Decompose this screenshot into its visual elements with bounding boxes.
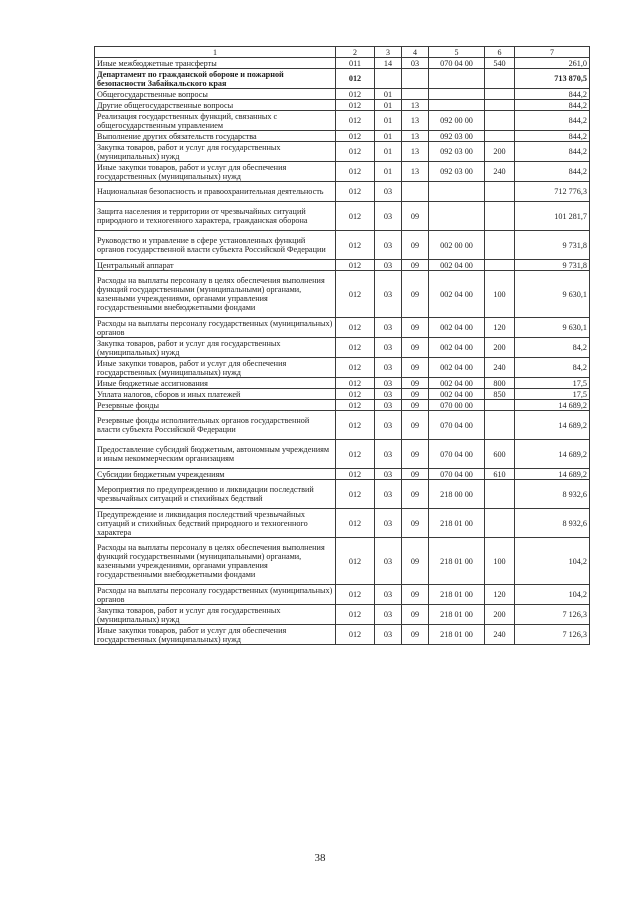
row-name: Общегосударственные вопросы (95, 89, 336, 100)
expense-type-code (485, 480, 515, 509)
amount: 14 689,2 (515, 469, 590, 480)
expense-type-code (485, 231, 515, 260)
table-row (95, 89, 590, 100)
row-name: Иные закупки товаров, работ и услуг для обеспечения государственных (муниципальных) нужд (95, 358, 336, 378)
amount: 844,2 (515, 162, 590, 182)
row-name: Резервные фонды (95, 400, 336, 411)
section-code: 03 (375, 202, 402, 231)
column-number: 5 (429, 47, 485, 58)
subsection-code: 09 (402, 358, 429, 378)
row-name: Предупреждение и ликвидация последствий чрезвычайных ситуаций и стихийных бедствий природного и техногенного характера (95, 509, 336, 538)
amount: 104,2 (515, 538, 590, 585)
section-code: 03 (375, 411, 402, 440)
target-article-code: 070 00 00 (429, 400, 485, 411)
row-name: Защита населения и территории от чрезвычайных ситуаций природного и техногенного характера, гражданская оборона (95, 202, 336, 231)
ministry-code: 012 (336, 111, 375, 131)
ministry-code: 012 (336, 69, 375, 89)
expense-type-code: 850 (485, 389, 515, 400)
ministry-code: 012 (336, 100, 375, 111)
ministry-code: 012 (336, 231, 375, 260)
section-code: 03 (375, 585, 402, 605)
ministry-code: 012 (336, 480, 375, 509)
ministry-code: 012 (336, 260, 375, 271)
row-name: Расходы на выплаты персоналу государственных (муниципальных) органов (95, 585, 336, 605)
expense-type-code (485, 111, 515, 131)
column-number: 3 (375, 47, 402, 58)
expense-type-code: 200 (485, 338, 515, 358)
ministry-code: 012 (336, 538, 375, 585)
row-name: Закупка товаров, работ и услуг для государственных (муниципальных) нужд (95, 605, 336, 625)
amount: 8 932,6 (515, 480, 590, 509)
row-name: Расходы на выплаты персоналу государственных (муниципальных) органов (95, 318, 336, 338)
ministry-code: 012 (336, 89, 375, 100)
section-code: 03 (375, 338, 402, 358)
row-name: Иные закупки товаров, работ и услуг для обеспечения государственных (муниципальных) нужд (95, 625, 336, 645)
table-row (95, 131, 590, 142)
expense-type-code (485, 69, 515, 89)
amount: 844,2 (515, 142, 590, 162)
subsection-code: 09 (402, 231, 429, 260)
ministry-code: 012 (336, 625, 375, 645)
section-code: 03 (375, 389, 402, 400)
subsection-code: 13 (402, 111, 429, 131)
row-name: Предоставление субсидий бюджетным, автономным учреждениям и иным некоммерческим организациям (95, 440, 336, 469)
row-name: Иные закупки товаров, работ и услуг для обеспечения государственных (муниципальных) нужд (95, 162, 336, 182)
amount: 14 689,2 (515, 411, 590, 440)
ministry-code: 012 (336, 131, 375, 142)
expense-type-code: 540 (485, 58, 515, 69)
expense-type-code: 100 (485, 271, 515, 318)
section-code: 03 (375, 318, 402, 338)
target-article-code: 002 00 00 (429, 231, 485, 260)
subsection-code: 13 (402, 142, 429, 162)
table-row (95, 69, 590, 89)
target-article-code: 070 04 00 (429, 411, 485, 440)
section-code: 03 (375, 538, 402, 585)
expense-type-code: 200 (485, 605, 515, 625)
target-article-code: 218 01 00 (429, 625, 485, 645)
amount: 101 281,7 (515, 202, 590, 231)
amount: 104,2 (515, 585, 590, 605)
amount: 261,0 (515, 58, 590, 69)
subsection-code: 09 (402, 480, 429, 509)
budget-page (94, 46, 589, 645)
target-article-code: 002 04 00 (429, 318, 485, 338)
target-article-code: 002 04 00 (429, 378, 485, 389)
target-article-code: 092 03 00 (429, 131, 485, 142)
table-row (95, 111, 590, 131)
target-article-code: 092 03 00 (429, 142, 485, 162)
table-body (95, 47, 590, 645)
amount: 14 689,2 (515, 400, 590, 411)
expense-type-code: 120 (485, 585, 515, 605)
ministry-code: 012 (336, 509, 375, 538)
subsection-code: 09 (402, 538, 429, 585)
ministry-code: 012 (336, 605, 375, 625)
section-code: 03 (375, 469, 402, 480)
expense-type-code: 600 (485, 440, 515, 469)
row-name: Выполнение других обязательств государства (95, 131, 336, 142)
table-row (95, 318, 590, 338)
row-name: Уплата налогов, сборов и иных платежей (95, 389, 336, 400)
table-row (95, 509, 590, 538)
amount: 17,5 (515, 378, 590, 389)
budget-table (94, 46, 590, 645)
amount: 17,5 (515, 389, 590, 400)
subsection-code: 09 (402, 400, 429, 411)
subsection-code (402, 89, 429, 100)
amount: 14 689,2 (515, 440, 590, 469)
row-name: Иные межбюджетные трансферты (95, 58, 336, 69)
amount: 844,2 (515, 111, 590, 131)
table-row (95, 440, 590, 469)
expense-type-code (485, 411, 515, 440)
amount: 7 126,3 (515, 625, 590, 645)
row-name: Центральный аппарат (95, 260, 336, 271)
section-code: 03 (375, 509, 402, 538)
ministry-code: 012 (336, 338, 375, 358)
row-name: Департамент по гражданской обороне и пожарной безопасности Забайкальского края (95, 69, 336, 89)
table-row (95, 58, 590, 69)
section-code: 03 (375, 400, 402, 411)
target-article-code (429, 182, 485, 202)
expense-type-code (485, 202, 515, 231)
amount: 844,2 (515, 89, 590, 100)
row-name: Реализация государственных функций, связанных с общегосударственным управлением (95, 111, 336, 131)
table-row (95, 271, 590, 318)
section-code: 03 (375, 271, 402, 318)
amount: 84,2 (515, 338, 590, 358)
subsection-code: 09 (402, 271, 429, 318)
row-name: Закупка товаров, работ и услуг для государственных (муниципальных) нужд (95, 142, 336, 162)
expense-type-code (485, 509, 515, 538)
subsection-code: 13 (402, 162, 429, 182)
section-code: 03 (375, 440, 402, 469)
column-number-row (95, 47, 590, 58)
table-row (95, 538, 590, 585)
table-row (95, 585, 590, 605)
table-row (95, 182, 590, 202)
column-number: 1 (95, 47, 336, 58)
target-article-code: 070 04 00 (429, 440, 485, 469)
expense-type-code: 200 (485, 142, 515, 162)
subsection-code (402, 69, 429, 89)
expense-type-code: 610 (485, 469, 515, 480)
amount: 9 630,1 (515, 318, 590, 338)
subsection-code: 09 (402, 389, 429, 400)
table-row (95, 389, 590, 400)
target-article-code (429, 100, 485, 111)
target-article-code: 070 04 00 (429, 469, 485, 480)
ministry-code: 012 (336, 162, 375, 182)
expense-type-code: 240 (485, 625, 515, 645)
section-code: 01 (375, 111, 402, 131)
target-article-code: 218 01 00 (429, 605, 485, 625)
section-code: 01 (375, 131, 402, 142)
column-number: 7 (515, 47, 590, 58)
amount: 712 776,3 (515, 182, 590, 202)
expense-type-code: 800 (485, 378, 515, 389)
expense-type-code (485, 400, 515, 411)
row-name: Национальная безопасность и правоохранительная деятельность (95, 182, 336, 202)
section-code: 03 (375, 231, 402, 260)
target-article-code: 218 01 00 (429, 509, 485, 538)
ministry-code: 012 (336, 318, 375, 338)
expense-type-code (485, 100, 515, 111)
section-code (375, 69, 402, 89)
section-code: 03 (375, 260, 402, 271)
target-article-code: 092 00 00 (429, 111, 485, 131)
table-row (95, 400, 590, 411)
amount: 713 870,5 (515, 69, 590, 89)
expense-type-code: 240 (485, 358, 515, 378)
ministry-code: 012 (336, 585, 375, 605)
target-article-code: 218 01 00 (429, 538, 485, 585)
row-name: Расходы на выплаты персоналу в целях обеспечения выполнения функций государственными (муниципальными) органами, казенными учреждениями, органами управления государственными внебюджетными фондами (95, 271, 336, 318)
ministry-code: 012 (336, 358, 375, 378)
subsection-code: 09 (402, 625, 429, 645)
ministry-code: 012 (336, 271, 375, 318)
section-code: 01 (375, 142, 402, 162)
subsection-code: 03 (402, 58, 429, 69)
row-name: Резервные фонды исполнительных органов государственной власти субъекта Российской Федерации (95, 411, 336, 440)
ministry-code: 012 (336, 142, 375, 162)
column-number: 4 (402, 47, 429, 58)
expense-type-code (485, 131, 515, 142)
subsection-code: 09 (402, 411, 429, 440)
subsection-code: 09 (402, 378, 429, 389)
ministry-code: 012 (336, 440, 375, 469)
table-row (95, 480, 590, 509)
row-name: Другие общегосударственные вопросы (95, 100, 336, 111)
target-article-code: 002 04 00 (429, 338, 485, 358)
row-name: Субсидии бюджетным учреждениям (95, 469, 336, 480)
amount: 84,2 (515, 358, 590, 378)
target-article-code: 002 04 00 (429, 389, 485, 400)
section-code: 03 (375, 358, 402, 378)
section-code: 01 (375, 162, 402, 182)
amount: 9 731,8 (515, 260, 590, 271)
page-number: 38 (314, 852, 326, 864)
section-code: 01 (375, 100, 402, 111)
column-number: 2 (336, 47, 375, 58)
expense-type-code: 240 (485, 162, 515, 182)
target-article-code: 218 00 00 (429, 480, 485, 509)
subsection-code: 09 (402, 440, 429, 469)
section-code: 01 (375, 89, 402, 100)
amount: 9 731,8 (515, 231, 590, 260)
section-code: 14 (375, 58, 402, 69)
section-code: 03 (375, 480, 402, 509)
row-name: Закупка товаров, работ и услуг для государственных (муниципальных) нужд (95, 338, 336, 358)
target-article-code: 002 04 00 (429, 271, 485, 318)
subsection-code: 09 (402, 338, 429, 358)
subsection-code: 09 (402, 202, 429, 231)
section-code: 03 (375, 625, 402, 645)
subsection-code: 13 (402, 100, 429, 111)
ministry-code: 012 (336, 400, 375, 411)
table-row (95, 162, 590, 182)
ministry-code: 012 (336, 469, 375, 480)
ministry-code: 012 (336, 182, 375, 202)
target-article-code: 002 04 00 (429, 358, 485, 378)
target-article-code (429, 202, 485, 231)
table-row (95, 338, 590, 358)
expense-type-code: 100 (485, 538, 515, 585)
table-row (95, 231, 590, 260)
table-row (95, 469, 590, 480)
subsection-code: 09 (402, 260, 429, 271)
table-row (95, 260, 590, 271)
ministry-code: 012 (336, 202, 375, 231)
target-article-code: 218 01 00 (429, 585, 485, 605)
amount: 844,2 (515, 100, 590, 111)
table-row (95, 378, 590, 389)
subsection-code: 09 (402, 605, 429, 625)
table-row (95, 605, 590, 625)
expense-type-code: 120 (485, 318, 515, 338)
row-name: Руководство и управление в сфере установленных функций органов государственной власти субъекта Российской Федерации (95, 231, 336, 260)
row-name: Расходы на выплаты персоналу в целях обеспечения выполнения функций государственными (муниципальными) органами, казенными учреждениями, органами управления государственными внебюджетными фондами (95, 538, 336, 585)
section-code: 03 (375, 378, 402, 389)
ministry-code: 012 (336, 411, 375, 440)
table-row (95, 411, 590, 440)
target-article-code (429, 69, 485, 89)
subsection-code: 13 (402, 131, 429, 142)
target-article-code: 092 03 00 (429, 162, 485, 182)
subsection-code: 09 (402, 509, 429, 538)
ministry-code: 012 (336, 389, 375, 400)
subsection-code: 09 (402, 318, 429, 338)
expense-type-code (485, 89, 515, 100)
row-name: Мероприятия по предупреждению и ликвидации последствий чрезвычайных ситуаций и стихийных бедствий (95, 480, 336, 509)
amount: 8 932,6 (515, 509, 590, 538)
section-code: 03 (375, 605, 402, 625)
table-row (95, 358, 590, 378)
table-row (95, 142, 590, 162)
table-row (95, 100, 590, 111)
row-name: Иные бюджетные ассигнования (95, 378, 336, 389)
amount: 7 126,3 (515, 605, 590, 625)
amount: 9 630,1 (515, 271, 590, 318)
subsection-code: 09 (402, 585, 429, 605)
column-number: 6 (485, 47, 515, 58)
target-article-code: 070 04 00 (429, 58, 485, 69)
expense-type-code (485, 182, 515, 202)
subsection-code (402, 182, 429, 202)
ministry-code: 011 (336, 58, 375, 69)
amount: 844,2 (515, 131, 590, 142)
target-article-code (429, 89, 485, 100)
target-article-code: 002 04 00 (429, 260, 485, 271)
table-row (95, 625, 590, 645)
table-row (95, 202, 590, 231)
ministry-code: 012 (336, 378, 375, 389)
expense-type-code (485, 260, 515, 271)
section-code: 03 (375, 182, 402, 202)
subsection-code: 09 (402, 469, 429, 480)
